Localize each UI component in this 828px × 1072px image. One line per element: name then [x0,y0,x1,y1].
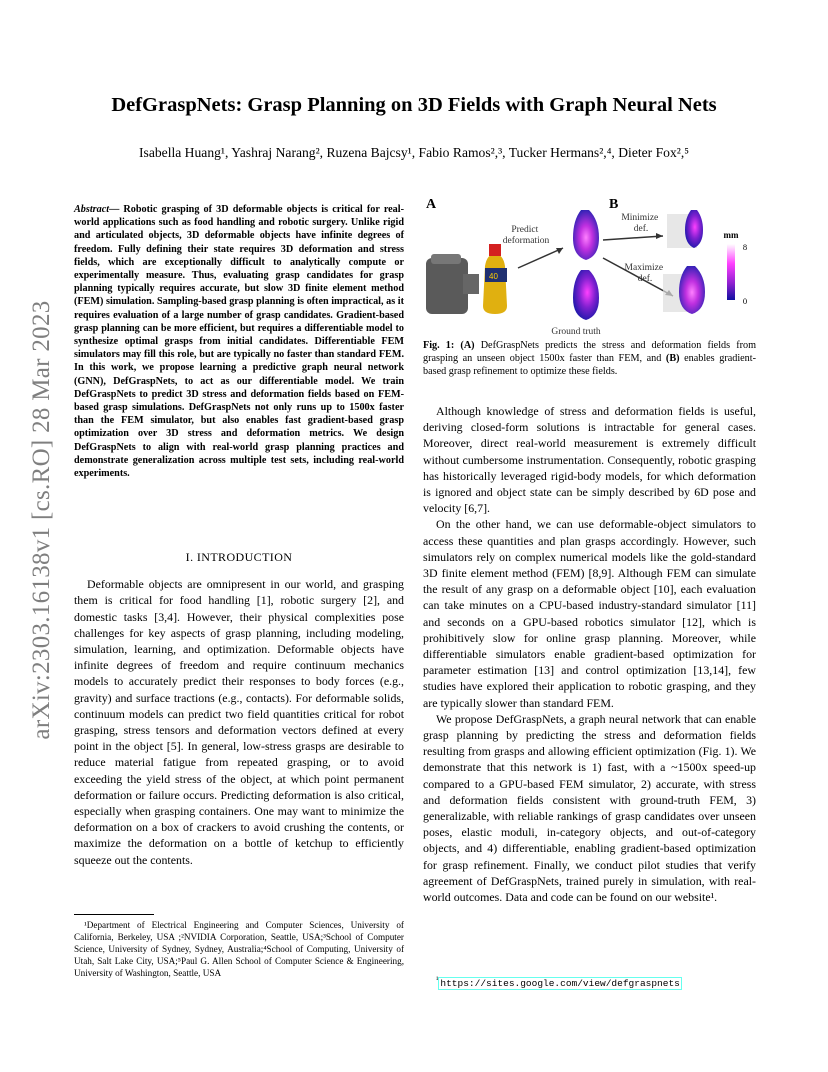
affiliations-text: ¹Department of Electrical Engineering and Computer Sciences, University of California, Berkeley, USA ;²NVIDIA Corporation, Seattle, USA;³School of Computer Science, University of Sydney, Sydney, Australia;⁴School of Computing, University of Utah, Salt Lake City, USA;⁵Paul G. Allen School of Computer Science & Engineering, University of Washington, Seattle, USA [74,920,404,978]
arxiv-id: arXiv:2303.16138v1 [cs.RO] 28 Mar 2023 [28,300,55,740]
caption-b: (B) [665,353,680,365]
right-column [423,403,756,905]
ground-truth-shape [573,270,599,320]
paragraph-stress-fields: Although knowledge of stress and deformation fields is useful, deriving closed-form solutions is intractable for general cases. Moreover, direct real-world measurement is extremely difficult without cumbersome instrumentation. Consequently, robotic grasping has historically leveraged rigid-body models, for which deformation is ignored and object state can be simply described by 6D pose and velocity [6,7]. [423,404,756,516]
mustard-bottle [483,244,507,314]
colorbar-unit: mm [723,230,739,240]
paragraph-simulators: On the other hand, we can use deformable-object simulators to access these quantities and plan grasps accordingly. However, such simulators rely on complex numerical models like the gold-standard 3D finite element method (FEM) [8,9]. Although FEM can simulate the result of any grasp on a deformable object [10], each evaluation can take minutes on a CPU-based industry-standard simulator [11] and seconds on a GPU-based robotics simulator [12], which is prohibitively slow for online grasp planning. Moreover, while differentiable simulators enable gradient-based optimization for parameter estimation [13] and control optimization [13,14], few studies have explored their application to robotic grasping, and they are typically slower than standard FEM. [423,517,756,710]
arrow-minimize [603,236,663,240]
paper-authors: Isabella Huang¹, Yashraj Narang², Ruzena Bajcsy¹, Fabio Ramos²,³, Tucker Hermans²,⁴, Dieter Fox²,⁵ [139,145,689,160]
intro-paragraph: Deformable objects are omnipresent in our world, and grasping them is critical for food handling [1], robotic surgery [2], and domestic tasks [3,4]. However, their physical complexities pose challenges for key aspects of grasp planning, including modeling, simulation, learning, and optimization. Deformable objects have infinite degrees of freedom and require continuum mechanics models to accurately predict their responses to body forces (e.g., gravity) and surface tractions (e.g., contacts). For deformable solids, continuum models can predict two field quantities critical for robot grasping, stress tensors and deformation vectors defined at every point in the object [5]. In general, low-stress grasps are desirable to reduce material fatigue from repeated grasping, or to avoid exceeding the yield stress of the object, at which point permanent deformation or failure occurs. Predicting deformation is also critical, especially when grasping containers. One may want to minimize the deformation on a box of crackers to avoid crushing the contents, or maximize the deformation on a bottle of ketchup to efficiently squeeze out the contents. [74,577,404,867]
arrow-head [656,233,663,239]
arxiv-sidebar [22,280,62,760]
abstract [74,203,404,480]
minimize-label: Minimize def. [621,213,659,234]
caption-text-2: enables gradient-based grasp refinement to optimize these fields. [423,353,756,378]
paper-title: DefGraspNets: Grasp Planning on 3D Fields with Graph Neural Nets [111,94,717,116]
abstract-lead: Abstract [74,204,110,215]
arrow-predict [518,248,563,268]
figure-caption [423,339,756,379]
caption-prefix: Fig. 1: [423,340,455,351]
paragraph-proposal: We propose DefGraspNets, a graph neural network that can enable grasp planning by predicting the stress and deformation fields resulting from grasps and allowing efficient optimization (Fig. 1). We demonstrate that this network is 1) fast, with a ~1500x speed-up compared to a GPU-based FEM simulator, 2) accurate, with stress and deformation fields consistent with ground-truth FEM, 3) generalizable, with reliable rankings of grasp candidates over unseen poses, elastic moduli, in-category objects, and out-of-category objects, and 4) differentiable, enabling gradient-based optimization for grasp refinement. Finally, we conduct pilot studies that verify agreement of DefGraspNets, trained purely in simulation, with real-world outcomes. Data and code can be found on our website¹. [423,711,756,905]
maximize-label: Maximize def. [624,263,664,284]
caption-text-1: DefGraspNets predicts the stress and deformation fields from grasping an unseen object 1500x faster than FEM, and [423,340,757,365]
maximized-shape [679,266,705,314]
footnote-website [436,974,682,989]
predict-label: Predict deformation [502,225,550,246]
predicted-deformation-shape [573,210,599,260]
website-link[interactable]: https://sites.google.com/view/defgraspnets [440,978,680,989]
abstract-text: — Robotic grasping of 3D deformable objects is critical for real-world applications such as food handling and robotic surgery. Unlike rigid and articulated objects, 3D deformable objects have infinite degrees of freedom. Fully defining their state requires 3D deformation and stress fields, which are exceptionally difficult to analytically compute or experimentally measure. Thus, evaluating grasp candidates for grasp planning typically requires accurate, but slow 3D finite element method (FEM) simulation. Sampling-based grasp planning is often impractical, as it requires evaluation of a large number of grasp candidates. Gradient-based grasp planning can be more efficient, but requires a differentiable model to synthesize optimal grasps from initial candidates. Differentiable FEM simulators may fill this role, but are typically no faster than standard FEM. In this work, we propose learning a predictive graph neural network (GNN), DefGraspNets, to act as our differentiable model. We train DefGraspNets to predict 3D stress and deformation fields based on FEM-based grasp simulations. DefGraspNets not only runs up to 1500x faster than the FEM simulator, but also enables fast gradient-based grasp optimization over 3D stress and deformation metrics. We design DefGraspNets to align with real-world grasp planning practices and demonstrate generalization across multiple test sets, including real-world experiments. [74,204,404,480]
minimized-shape [685,210,703,248]
colorbar [727,244,735,300]
gripper-image [426,254,479,314]
panel-a-label: A [426,197,437,212]
panel-b-label: B [609,197,619,212]
section-heading: I. INTRODUCTION [185,550,293,564]
footnote-affiliations [74,914,404,979]
bottle-label: 40 [489,272,498,281]
ground-truth-label: Ground truth [551,327,601,336]
introduction-section [74,549,404,868]
colorbar-max: 8 [742,242,748,252]
figure-1 [423,196,756,336]
caption-a: (A) [460,340,475,351]
footnote-mark: ¹ [436,974,439,984]
colorbar-min: 0 [742,296,748,306]
